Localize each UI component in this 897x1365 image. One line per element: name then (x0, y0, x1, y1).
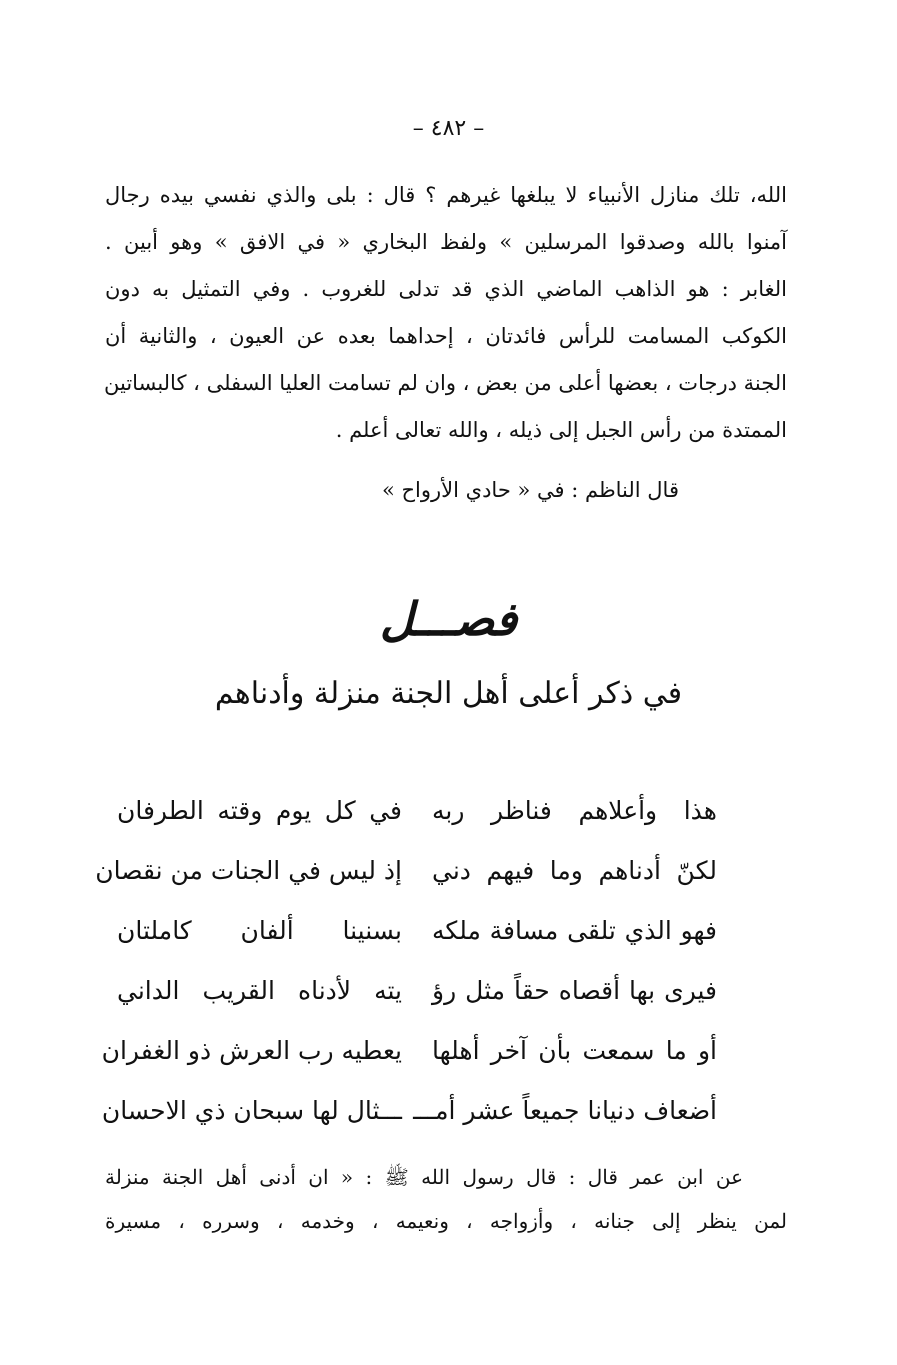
verse-first-hemistich: لكنّ أدناهم وما فيهم دني (432, 855, 717, 885)
poem-verse (117, 900, 717, 960)
intro-line: الغابر : هو الذاهب الماضي الذي قد تدلى للغروب . وفي التمثيل به دون (105, 277, 787, 301)
verse-second-hemistich: يته لأدناه القريب الداني (117, 975, 402, 1005)
verse-second-hemistich: ـــثال لها سبحان ذي الاحسان (101, 1095, 402, 1125)
intro-line: الله، تلك منازل الأنبياء لا يبلغها غيرهم ؟ قال : بلى والذي نفسي بيده رجال (105, 183, 787, 207)
section-subtitle: في ذكر أعلى أهل الجنة منزلة وأدناهم (214, 676, 683, 711)
verse-second-hemistich: إذ ليس في الجنات من نقصان (95, 855, 402, 885)
intro-line: الجنة درجات ، بعضها أعلى من بعض ، وان لم تسامت العليا السفلى ، كالبساتين (104, 371, 787, 395)
poem-verse (95, 840, 717, 900)
page-number: – ٤٨٢ – (412, 116, 485, 141)
verse-first-hemistich: هذا وأعلاهم فناظر ربه (432, 795, 717, 825)
poem-verse (101, 1020, 717, 1080)
intro-paragraph (105, 172, 787, 454)
hadith-paragraph (105, 1155, 787, 1243)
verse-first-hemistich: فيرى بها أقصاه حقاً مثل رؤ (432, 975, 717, 1005)
poem-verse (117, 960, 717, 1020)
poem-verse (117, 780, 717, 840)
verse-second-hemistich: بسنينا ألفان كاملتان (117, 915, 402, 945)
hadith-line: لمن ينظر إلى جنانه ، وأزواجه ، ونعيمه ، وخدمه ، وسرره ، مسيرة (105, 1209, 787, 1233)
verse-second-hemistich: يعطيه رب العرش ذو الغفران (101, 1035, 402, 1065)
verse-first-hemistich: أو ما سمعت بأن آخر أهلها (432, 1035, 717, 1065)
poem-verse (101, 1080, 717, 1140)
hadith-line: عن ابن عمر قال : قال رسول الله ﷺ : « ان أدنى أهل الجنة منزلة (105, 1165, 743, 1189)
intro-line: آمنوا بالله وصدقوا المرسلين » ولفظ البخاري « في الافق » وهو أبين . (105, 230, 787, 254)
verse-first-hemistich: أضعاف دنيانا جميعاً عشر أمـــ (413, 1095, 717, 1125)
intro-line: الممتدة من رأس الجبل إلى ذيله ، والله تعالى أعلم . (335, 418, 787, 442)
verse-second-hemistich: في كل يوم وقته الطرفان (117, 795, 402, 825)
section-title: فصـــل (379, 592, 518, 646)
poem (95, 780, 717, 1140)
intro-line: الكوكب المسامت للرأس فائدتان ، إحداهما بعده عن العيون ، والثانية أن (105, 324, 787, 348)
verse-first-hemistich: فهو الذي تلقى مسافة ملكه (432, 915, 717, 945)
poet-attribution: قال الناظم : في « حادي الأرواح » (381, 478, 679, 502)
